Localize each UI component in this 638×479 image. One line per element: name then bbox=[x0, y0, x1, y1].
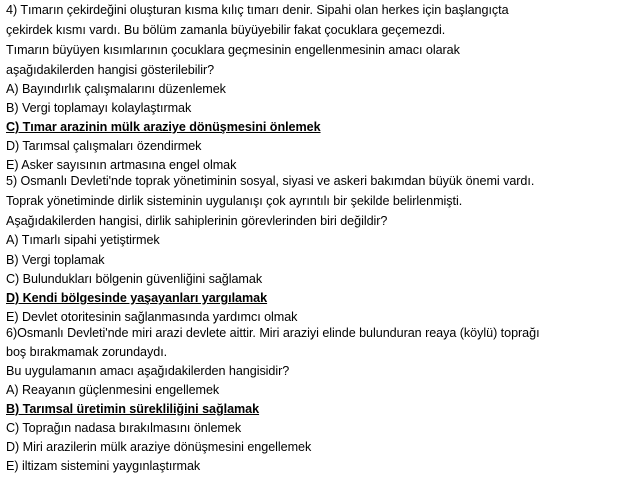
q6-stem-line-2: boş bırakmamak zorundaydı. bbox=[6, 345, 168, 359]
q5-stem-line-1: 5) Osmanlı Devleti'nde toprak yönetiminin sosyal, siyasi ve askeri bakımdan büyük önemi vardı. bbox=[6, 174, 535, 188]
q4-option-c-correct: C) Tımar arazinin mülk araziye dönüşmesini önlemek bbox=[6, 120, 321, 134]
q6-option-e: E) iltizam sistemini yaygınlaştırmak bbox=[6, 459, 201, 473]
q5-stem-line-3: Aşağıdakilerden hangisi, dirlik sahiplerinin görevlerinden biri değildir? bbox=[6, 214, 388, 228]
q4-option-b: B) Vergi toplamayı kolaylaştırmak bbox=[6, 101, 192, 115]
q5-option-c: C) Bulundukları bölgenin güvenliğini sağlamak bbox=[6, 272, 263, 286]
q4-option-d: D) Tarımsal çalışmaları özendirmek bbox=[6, 139, 202, 153]
q5-option-d-correct: D) Kendi bölgesinde yaşayanları yargılamak bbox=[6, 291, 268, 305]
q4-option-a: A) Bayındırlık çalışmalarını düzenlemek bbox=[6, 82, 226, 96]
q4-stem-line-4: aşağıdakilerden hangisi gösterilebilir? bbox=[6, 63, 215, 77]
q4-option-e: E) Asker sayısının artmasına engel olmak bbox=[6, 158, 237, 172]
q5-option-a: A) Tımarlı sipahi yetiştirmek bbox=[6, 233, 160, 247]
q6-option-b-correct: B) Tarımsal üretimin sürekliliğini sağlamak bbox=[6, 402, 260, 416]
q6-option-c: C) Toprağın nadasa bırakılmasını önlemek bbox=[6, 421, 242, 435]
q6-option-d: D) Miri arazilerin mülk araziye dönüşmesini engellemek bbox=[6, 440, 312, 454]
q6-stem-line-3: Bu uygulamanın amacı aşağıdakilerden hangisidir? bbox=[6, 364, 290, 378]
q4-stem-line-1: 4) Tımarın çekirdeğini oluşturan kısma kılıç tımarı denir. Sipahi olan herkes için başlangıçta bbox=[6, 3, 509, 17]
q4-stem-line-2: çekirdek kısmı vardı. Bu bölüm zamanla büyüyebilir fakat çocuklara geçemezdi. bbox=[6, 23, 446, 37]
q5-option-b: B) Vergi toplamak bbox=[6, 253, 105, 267]
q5-option-e: E) Devlet otoritesinin sağlanmasında yardımcı olmak bbox=[6, 310, 298, 324]
q4-stem-line-3: Tımarın büyüyen kısımlarının çocuklara geçmesinin engellenmesinin amacı olarak bbox=[6, 43, 460, 57]
q6-stem-line-1: 6)Osmanlı Devleti'nde miri arazi devlete aittir. Miri araziyi elinde bulunduran reaya (köylü) toprağı bbox=[6, 326, 540, 340]
q6-option-a: A) Reayanın güçlenmesini engellemek bbox=[6, 383, 220, 397]
q5-stem-line-2: Toprak yönetiminde dirlik sisteminin uygulanışı çok ayrıntılı bir şekilde belirlenmişti. bbox=[6, 194, 463, 208]
